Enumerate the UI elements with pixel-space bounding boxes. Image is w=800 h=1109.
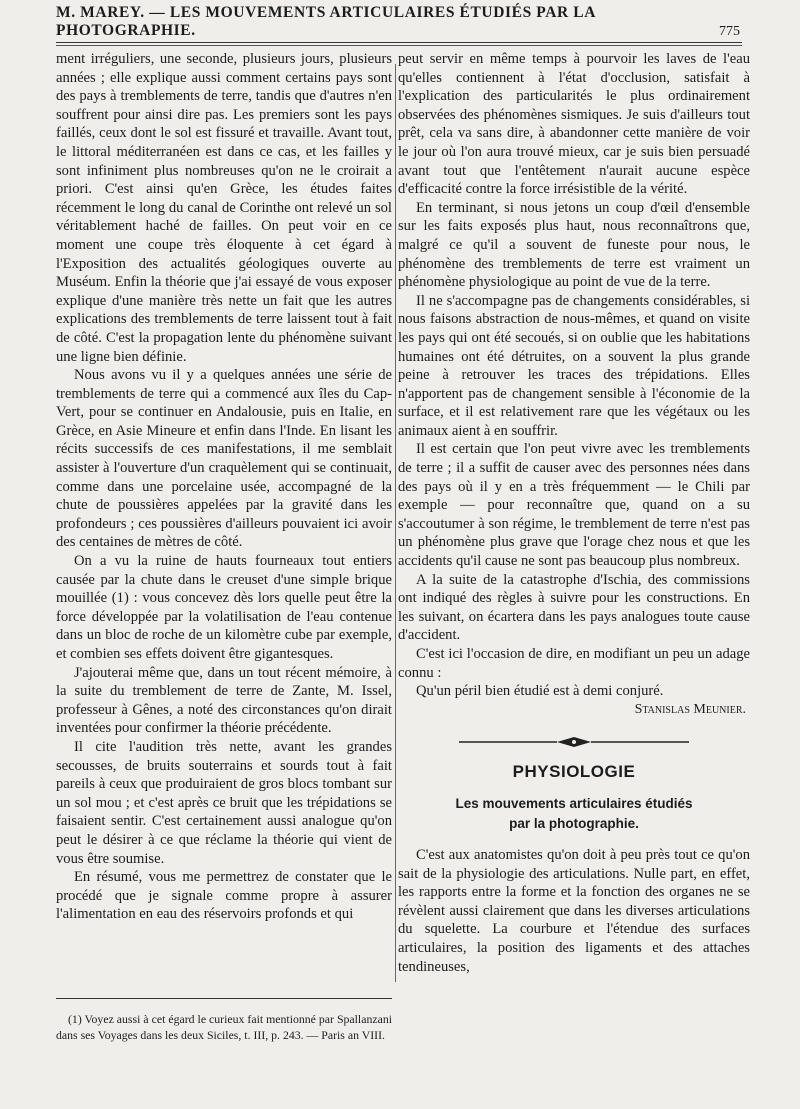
paragraph: Il ne s'accompagne pas de changements considérables, si nous faisons abstraction de nous-mêmes, et quand on visite les pays qui ont été secoués, si on oublie que les habitations humaines ont été détruites, on a souvent la plus grande peine à retrouver les traces des trépidations. Elles n'apportent pas de changement sensible à l'économie de la surface, et il est relativement rare que les végétaux ou les animaux aient à en souffrir.: [398, 292, 750, 439]
article-title: [398, 794, 750, 834]
header-title: M. MAREY. — LES MOUVEMENTS ARTICULAIRES ÉTUDIÉS PAR LA PHOTOGRAPHIE.: [56, 4, 596, 39]
article-title-line: Les mouvements articulaires étudiés: [455, 795, 693, 811]
ornament-divider-icon: [459, 735, 689, 749]
section-ornament: [398, 735, 750, 749]
paragraph: peut servir en même temps à pourvoir les laves de l'eau qu'elles contiennent à l'état d'occlusion, satisfait à l'explication des particularités le plus ordinairement observées des phénomènes sismiques. Je suis d'ailleurs tout prêt, cela va sans dire, à abandonner cette manière de voir le jour où l'on aura trouvé mieux, car je suis bien persuadé avant tout que l'entêtement n'aurait aucune espèce d'efficacité contre la force irrésistible de la vérité.: [398, 51, 750, 198]
left-column: [56, 50, 392, 982]
article-title-line: par la photographie.: [509, 815, 639, 831]
paragraph: On a vu la ruine de hauts fourneaux tout entiers causée par la chute dans le creuset d'une simple brique mouillée (1) : vous concevez dès lors quelle peut être la force développée par la volatilisation de l'eau contenue dans un bloc de roche de un kilomètre cube par exemple, et combien ses effets doivent être gigantesques.: [56, 553, 392, 662]
footnote-rule: [56, 998, 392, 999]
header-rule: [56, 42, 742, 43]
running-header: [56, 4, 746, 40]
quote: Qu'un péril bien étudié est à demi conjuré.: [416, 683, 664, 700]
paragraph: A la suite de la catastrophe d'Ischia, des commissions ont indiqué des règles à suivre pour les constructions. En les suivant, on écartera dans les pays analogues toute cause d'accident.: [398, 571, 750, 644]
paragraph: Nous avons vu il y a quelques années une série de tremblements de terre qui a commencé aux îles du Cap-Vert, pour se continuer en Andalousie, puis en Italie, en Grèce, en Asie Mineure et enfin dans l'Inde. En lisant les récits successifs de ces manifestations, il me semblait assister à l'ouverture d'un craquèlement qui se continuait, comme dans une porcelaine usée, accompagné de la chute de poussières appelées par la gravité dans les profondeurs ; ces poussières d'ailleurs pouvaient ici avoir des centaines de mètres de côté.: [56, 367, 392, 551]
page-number: 775: [719, 24, 740, 39]
paragraph: Il cite l'audition très nette, avant les grandes secousses, de bruits souterrains et sourds tout à fait pareils à ceux que produiraient de gros blocs tombant sur un sol mou ; et c'est après ce bruit que les trépidations se faisaient sentir. C'est certainement aussi analogue qu'on peut le désirer à ce que réclame la théorie qui vient de vous être soumise.: [56, 738, 392, 867]
paragraph: C'est aux anatomistes qu'on doit à peu près tout ce qu'on sait de la physiologie des articulations. Nulle part, en effet, les rapports entre la forme et la fonction des organes ne se révèlent aussi clairement que dans les diverses articulations du squelette. La courbure et l'étendue des surfaces articulaires, la position des ligaments et des attaches tendineuses,: [398, 846, 750, 975]
header-rule-thin: [56, 45, 742, 46]
paragraph: J'ajouterai même que, dans un tout récent mémoire, à la suite du tremblement de terre de Zante, M. Issel, professeur à Gênes, a noté des circonstances qu'on dirait inventées pour confirmer la théorie précédente.: [56, 664, 392, 737]
paragraph: C'est ici l'occasion de dire, en modifiant un peu un adage connu :: [398, 646, 750, 681]
paragraph: ment irréguliers, une seconde, plusieurs jours, plusieurs années ; elle explique aussi comment certains pays sont des pays à tremblements de terre, tandis que d'autres n'en souffrent pour ainsi dire pas. Les premiers sont les pays faillés, ceux dont le sol est fissuré et travaille. Avant tout, le littoral méditerranéen est dans ce cas, et les failles y sont infiniment plus nombreuses qu'on ne le croirait a priori. C'est ainsi qu'en Grèce, les études faites récemment le long du canal de Corinthe ont relevé un sol véritablement haché de failles. On peut voir en ce moment une coupe très éloquente à cet égard à l'Exposition des actualités géologiques ouverte au Muséum. Enfin la théorie que j'ai essayé de vous exposer explique d'une manière très nette un fait que les autres explications des tremblements de terre laissent tout à fait de côté. C'est la propagation lente du phénomène suivant une ligne bien définie.: [56, 51, 392, 365]
footnote-text: (1) Voyez aussi à cet égard le curieux fait mentionné par Spallanzani dans ses Voyages dans les deux Siciles, t. III, p. 243. — Paris an VIII.: [56, 1012, 392, 1042]
paragraph: En terminant, si nous jetons un coup d'œil d'ensemble sur les faits exposés plus haut, nous reconnaîtrons que, malgré ce qu'il a souvent de funeste pour nous, le phénomène des tremblements de terre est vraiment un phénomène physiologique au point de vue de la terre.: [398, 199, 750, 291]
footnote: [56, 1012, 392, 1043]
paragraph: Il est certain que l'on peut vivre avec les tremblements de terre ; il a suffit de causer avec des personnes nées dans des pays où il y en a très fréquemment — le Chili par exemple — pour reconnaître que, quand on a su s'accoutumer à son régime, le tremblement de terre n'est pas un phénomène plus grave que l'orage chez nous et que les accidents qu'il cause ne sont pas beaucoup plus nombreux.: [398, 441, 750, 570]
section-title: PHYSIOLOGIE: [512, 762, 636, 782]
author-signature: Stanislas Meunier.: [634, 701, 746, 717]
column-separator: [395, 64, 396, 982]
right-column: [398, 50, 750, 1100]
paragraph: En résumé, vous me permettrez de constater que le procédé que je signale comme propre à assurer l'alimentation en eau des réservoirs profonds et qui: [56, 869, 392, 923]
